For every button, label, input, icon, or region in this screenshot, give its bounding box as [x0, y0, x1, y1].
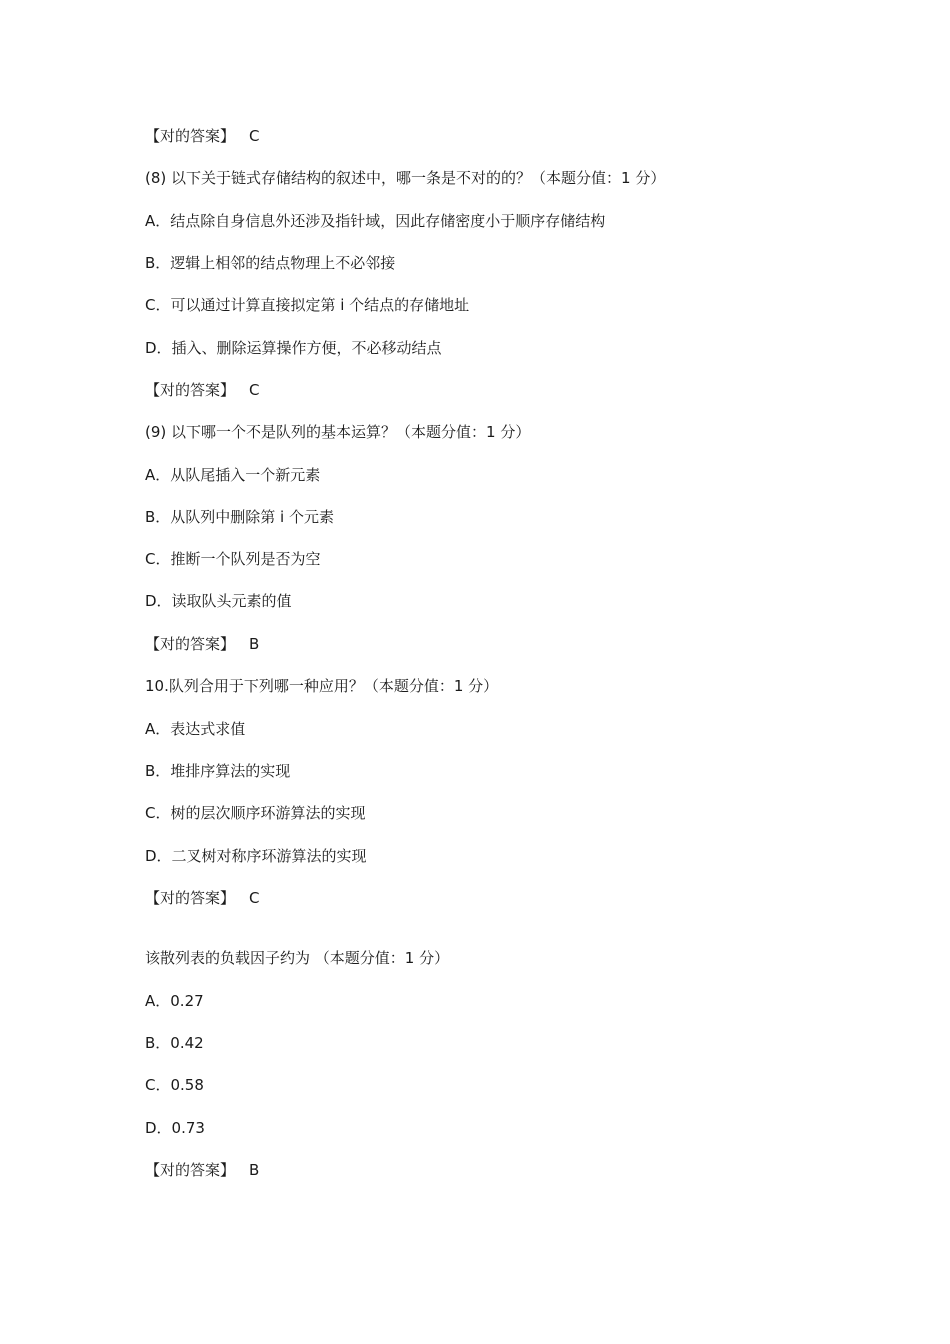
answer-value: C — [249, 127, 260, 145]
answer-line — [145, 126, 260, 146]
answer-line — [145, 380, 260, 400]
option-text: A．从队尾插入一个新元素 — [145, 466, 321, 484]
answer-label: 【对的答案】 — [145, 381, 236, 399]
option-text: A．表达式求值 — [145, 720, 246, 738]
option-text: B．逻辑上相邻的结点物理上不必邻接 — [145, 254, 396, 272]
answer-value: B — [249, 635, 260, 653]
option-text: C．可以通过计算直接拟定第 i 个结点的存储地址 — [145, 296, 470, 314]
option-text: D．插入、删除运算操作方便，不必移动结点 — [145, 339, 442, 357]
answer-label: 【对的答案】 — [145, 127, 236, 145]
answer-line — [145, 634, 259, 654]
option-text: B．0.42 — [145, 1034, 204, 1052]
option-text: D．0.73 — [145, 1119, 205, 1137]
answer-line — [145, 888, 260, 908]
option-text: D．二叉树对称序环游算法的实现 — [145, 847, 367, 865]
question-text: 10.队列合用于下列哪一种应用？（本题分值：1 分） — [145, 677, 499, 695]
answer-line — [145, 1160, 259, 1180]
question-text: 该散列表的负载因子约为 （本题分值：1 分） — [145, 949, 450, 967]
answer-label: 【对的答案】 — [145, 1161, 236, 1179]
answer-label: 【对的答案】 — [145, 889, 236, 907]
option-text: A．0.27 — [145, 992, 204, 1010]
answer-value: C — [249, 889, 260, 907]
option-text: B．从队列中删除第 i 个元素 — [145, 508, 334, 526]
question-text: (8) 以下关于链式存储结构的叙述中，哪一条是不对的的？（本题分值：1 分） — [145, 169, 666, 187]
question-text: (9) 以下哪一个不是队列的基本运算？（本题分值：1 分） — [145, 423, 531, 441]
option-text: C．0.58 — [145, 1076, 204, 1094]
option-text: D．读取队头元素的值 — [145, 592, 292, 610]
answer-value: B — [249, 1161, 260, 1179]
option-text: C．树的层次顺序环游算法的实现 — [145, 804, 366, 822]
option-text: C．推断一个队列是否为空 — [145, 550, 321, 568]
option-text: A．结点除自身信息外还涉及指针域，因此存储密度小于顺序存储结构 — [145, 212, 606, 230]
answer-value: C — [249, 381, 260, 399]
answer-label: 【对的答案】 — [145, 635, 236, 653]
option-text: B．堆排序算法的实现 — [145, 762, 291, 780]
